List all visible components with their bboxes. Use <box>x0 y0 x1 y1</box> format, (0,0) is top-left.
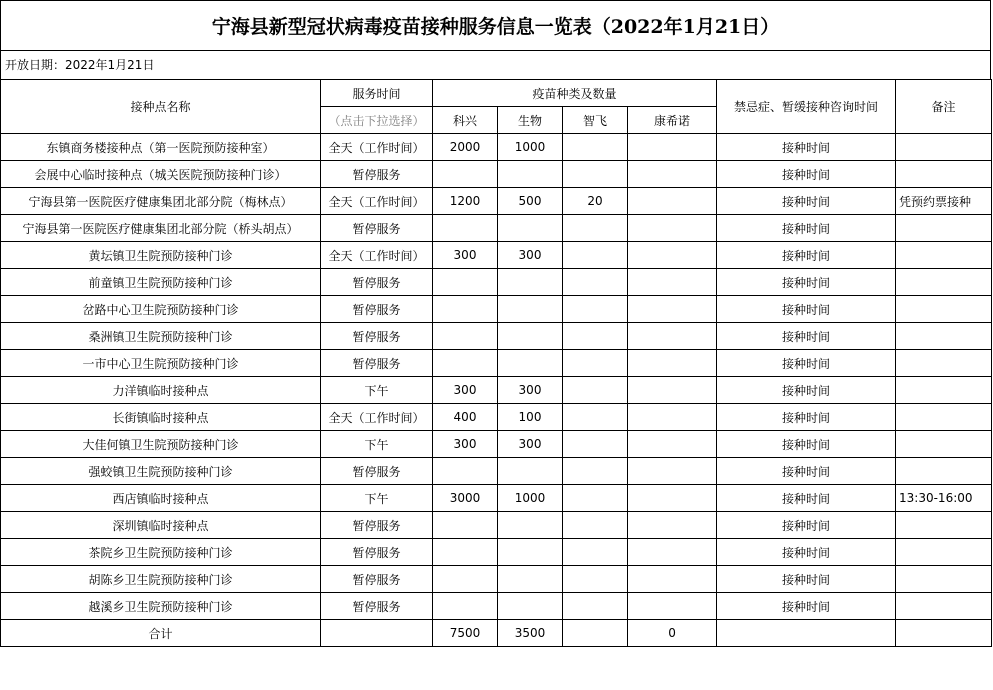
service-time-cell[interactable]: 暂停服务 <box>321 566 433 593</box>
zhifei-cell[interactable] <box>563 350 628 377</box>
zhifei-cell[interactable] <box>563 593 628 620</box>
zhifei-cell[interactable] <box>563 485 628 512</box>
open-date: 开放日期：2022年1月21日 <box>0 51 991 79</box>
total-row <box>1 620 992 647</box>
header-site: 接种点名称 <box>1 80 321 134</box>
consult-cell[interactable]: 接种时间 <box>717 566 896 593</box>
zhifei-cell[interactable] <box>563 269 628 296</box>
consult-cell[interactable]: 接种时间 <box>717 431 896 458</box>
header-service-time: 服务时间 <box>321 80 433 107</box>
consult-cell[interactable]: 接种时间 <box>717 134 896 161</box>
kangxinuo-cell[interactable] <box>628 269 717 296</box>
remark-cell[interactable] <box>896 215 992 242</box>
site-cell[interactable]: 胡陈乡卫生院预防接种门诊 <box>1 566 321 593</box>
table-row <box>1 566 992 593</box>
total-zhifei[interactable] <box>563 620 628 647</box>
service-time-cell[interactable]: 下午 <box>321 431 433 458</box>
kexing-cell[interactable]: 3000 <box>433 485 498 512</box>
site-cell[interactable]: 桑洲镇卫生院预防接种门诊 <box>1 323 321 350</box>
shengwu-cell[interactable] <box>498 593 563 620</box>
remark-cell[interactable]: 凭预约票接种 <box>896 188 992 215</box>
service-time-cell[interactable]: 全天（工作时间） <box>321 404 433 431</box>
remark-cell[interactable] <box>896 431 992 458</box>
service-time-cell[interactable]: 下午 <box>321 485 433 512</box>
header-vaccine-kangxinuo: 康希诺 <box>628 107 717 134</box>
site-cell[interactable]: 强蛟镇卫生院预防接种门诊 <box>1 458 321 485</box>
shengwu-cell[interactable] <box>498 350 563 377</box>
table-row <box>1 242 992 269</box>
site-cell[interactable]: 长街镇临时接种点 <box>1 404 321 431</box>
kangxinuo-cell[interactable] <box>628 485 717 512</box>
consult-cell[interactable]: 接种时间 <box>717 377 896 404</box>
table-row <box>1 188 992 215</box>
shengwu-cell[interactable]: 500 <box>498 188 563 215</box>
shengwu-cell[interactable] <box>498 566 563 593</box>
service-time-cell[interactable]: 暂停服务 <box>321 215 433 242</box>
kangxinuo-cell[interactable] <box>628 242 717 269</box>
kexing-cell[interactable] <box>433 269 498 296</box>
table-row <box>1 593 992 620</box>
table-row <box>1 404 992 431</box>
zhifei-cell[interactable] <box>563 404 628 431</box>
consult-cell[interactable]: 接种时间 <box>717 296 896 323</box>
shengwu-cell[interactable]: 1000 <box>498 485 563 512</box>
zhifei-cell[interactable] <box>563 512 628 539</box>
site-cell[interactable]: 岔路中心卫生院预防接种门诊 <box>1 296 321 323</box>
kexing-cell[interactable] <box>433 539 498 566</box>
remark-cell[interactable] <box>896 323 992 350</box>
table-row <box>1 350 992 377</box>
kexing-cell[interactable]: 400 <box>433 404 498 431</box>
site-cell[interactable]: 前童镇卫生院预防接种门诊 <box>1 269 321 296</box>
total-remark[interactable] <box>896 620 992 647</box>
table-row <box>1 377 992 404</box>
total-shengwu[interactable]: 3500 <box>498 620 563 647</box>
table-row <box>1 296 992 323</box>
site-cell[interactable]: 宁海县第一医院医疗健康集团北部分院（梅林点） <box>1 188 321 215</box>
kexing-cell[interactable] <box>433 161 498 188</box>
kexing-cell[interactable] <box>433 350 498 377</box>
kexing-cell[interactable] <box>433 593 498 620</box>
kangxinuo-cell[interactable] <box>628 134 717 161</box>
vaccination-table <box>0 79 992 647</box>
consult-cell[interactable]: 接种时间 <box>717 242 896 269</box>
service-time-cell[interactable]: 暂停服务 <box>321 269 433 296</box>
kexing-cell[interactable] <box>433 512 498 539</box>
site-cell[interactable]: 东镇商务楼接种点（第一医院预防接种室） <box>1 134 321 161</box>
sheet-title: 宁海县新型冠状病毒疫苗接种服务信息一览表（2022年1月21日） <box>0 0 991 51</box>
kangxinuo-cell[interactable] <box>628 539 717 566</box>
site-cell[interactable]: 茶院乡卫生院预防接种门诊 <box>1 539 321 566</box>
table-row <box>1 485 992 512</box>
zhifei-cell[interactable]: 20 <box>563 188 628 215</box>
service-time-cell[interactable]: 暂停服务 <box>321 458 433 485</box>
service-time-cell[interactable]: 全天（工作时间） <box>321 188 433 215</box>
service-time-cell[interactable]: 全天（工作时间） <box>321 242 433 269</box>
zhifei-cell[interactable] <box>563 566 628 593</box>
shengwu-cell[interactable]: 1000 <box>498 134 563 161</box>
consult-cell[interactable]: 接种时间 <box>717 404 896 431</box>
service-time-cell[interactable]: 暂停服务 <box>321 593 433 620</box>
consult-cell[interactable]: 接种时间 <box>717 512 896 539</box>
shengwu-cell[interactable]: 300 <box>498 242 563 269</box>
header-vaccine-group: 疫苗种类及数量 <box>433 80 717 107</box>
table-row <box>1 161 992 188</box>
kangxinuo-cell[interactable] <box>628 296 717 323</box>
kangxinuo-cell[interactable] <box>628 431 717 458</box>
site-cell[interactable]: 会展中心临时接种点（城关医院预防接种门诊） <box>1 161 321 188</box>
zhifei-cell[interactable] <box>563 215 628 242</box>
consult-cell[interactable]: 接种时间 <box>717 161 896 188</box>
kexing-cell[interactable]: 300 <box>433 242 498 269</box>
zhifei-cell[interactable] <box>563 323 628 350</box>
kexing-cell[interactable] <box>433 323 498 350</box>
kexing-cell[interactable] <box>433 296 498 323</box>
consult-cell[interactable]: 接种时间 <box>717 539 896 566</box>
zhifei-cell[interactable] <box>563 431 628 458</box>
consult-cell[interactable]: 接种时间 <box>717 323 896 350</box>
kexing-cell[interactable] <box>433 566 498 593</box>
shengwu-cell[interactable]: 100 <box>498 404 563 431</box>
header-vaccine-shengwu: 生物 <box>498 107 563 134</box>
kangxinuo-cell[interactable] <box>628 566 717 593</box>
site-cell[interactable]: 一市中心卫生院预防接种门诊 <box>1 350 321 377</box>
shengwu-cell[interactable] <box>498 296 563 323</box>
consult-cell[interactable]: 接种时间 <box>717 215 896 242</box>
remark-cell[interactable] <box>896 539 992 566</box>
shengwu-cell[interactable] <box>498 215 563 242</box>
shengwu-cell[interactable] <box>498 458 563 485</box>
remark-cell[interactable] <box>896 593 992 620</box>
header-vaccine-zhifei: 智飞 <box>563 107 628 134</box>
site-cell[interactable]: 黄坛镇卫生院预防接种门诊 <box>1 242 321 269</box>
table-row <box>1 215 992 242</box>
table-row <box>1 269 992 296</box>
kangxinuo-cell[interactable] <box>628 215 717 242</box>
kangxinuo-cell[interactable] <box>628 512 717 539</box>
consult-cell[interactable]: 接种时间 <box>717 593 896 620</box>
kangxinuo-cell[interactable] <box>628 377 717 404</box>
kangxinuo-cell[interactable] <box>628 323 717 350</box>
consult-cell[interactable]: 接种时间 <box>717 188 896 215</box>
shengwu-cell[interactable] <box>498 161 563 188</box>
shengwu-cell[interactable] <box>498 539 563 566</box>
remark-cell[interactable] <box>896 296 992 323</box>
header-remark: 备注 <box>896 80 992 134</box>
total-kangxinuo[interactable]: 0 <box>628 620 717 647</box>
shengwu-cell[interactable]: 300 <box>498 431 563 458</box>
remark-cell[interactable] <box>896 512 992 539</box>
shengwu-cell[interactable] <box>498 512 563 539</box>
service-time-cell[interactable]: 暂停服务 <box>321 539 433 566</box>
service-time-cell[interactable]: 暂停服务 <box>321 296 433 323</box>
site-cell[interactable]: 深圳镇临时接种点 <box>1 512 321 539</box>
zhifei-cell[interactable] <box>563 539 628 566</box>
kangxinuo-cell[interactable] <box>628 188 717 215</box>
zhifei-cell[interactable] <box>563 458 628 485</box>
header-vaccine-kexing: 科兴 <box>433 107 498 134</box>
remark-cell[interactable] <box>896 566 992 593</box>
site-cell[interactable]: 宁海县第一医院医疗健康集团北部分院（桥头胡点） <box>1 215 321 242</box>
zhifei-cell[interactable] <box>563 377 628 404</box>
kexing-cell[interactable]: 300 <box>433 377 498 404</box>
service-time-cell[interactable]: 全天（工作时间） <box>321 134 433 161</box>
kexing-cell[interactable]: 2000 <box>433 134 498 161</box>
service-time-cell[interactable]: 暂停服务 <box>321 512 433 539</box>
zhifei-cell[interactable] <box>563 242 628 269</box>
site-cell[interactable]: 西店镇临时接种点 <box>1 485 321 512</box>
total-time[interactable] <box>321 620 433 647</box>
zhifei-cell[interactable] <box>563 134 628 161</box>
kangxinuo-cell[interactable] <box>628 161 717 188</box>
zhifei-cell[interactable] <box>563 296 628 323</box>
remark-cell[interactable] <box>896 134 992 161</box>
kexing-cell[interactable]: 300 <box>433 431 498 458</box>
table-row <box>1 458 992 485</box>
remark-cell[interactable]: 13:30-16:00 <box>896 485 992 512</box>
shengwu-cell[interactable] <box>498 323 563 350</box>
total-consult[interactable] <box>717 620 896 647</box>
kangxinuo-cell[interactable] <box>628 458 717 485</box>
table-row <box>1 323 992 350</box>
header-consult: 禁忌症、暂缓接种咨询时间 <box>717 80 896 134</box>
shengwu-cell[interactable]: 300 <box>498 377 563 404</box>
table-row <box>1 134 992 161</box>
remark-cell[interactable] <box>896 377 992 404</box>
remark-cell[interactable] <box>896 242 992 269</box>
site-cell[interactable]: 力洋镇临时接种点 <box>1 377 321 404</box>
remark-cell[interactable] <box>896 269 992 296</box>
consult-cell[interactable]: 接种时间 <box>717 269 896 296</box>
total-label[interactable]: 合计 <box>1 620 321 647</box>
consult-cell[interactable]: 接种时间 <box>717 458 896 485</box>
site-cell[interactable]: 越溪乡卫生院预防接种门诊 <box>1 593 321 620</box>
header-row-1 <box>1 80 992 107</box>
service-time-cell[interactable]: 下午 <box>321 377 433 404</box>
table-row <box>1 539 992 566</box>
kexing-cell[interactable]: 1200 <box>433 188 498 215</box>
consult-cell[interactable]: 接种时间 <box>717 350 896 377</box>
service-time-cell[interactable]: 暂停服务 <box>321 323 433 350</box>
kangxinuo-cell[interactable] <box>628 350 717 377</box>
service-time-cell[interactable]: 暂停服务 <box>321 161 433 188</box>
site-cell[interactable]: 大佳何镇卫生院预防接种门诊 <box>1 431 321 458</box>
remark-cell[interactable] <box>896 458 992 485</box>
remark-cell[interactable] <box>896 350 992 377</box>
kangxinuo-cell[interactable] <box>628 404 717 431</box>
remark-cell[interactable] <box>896 161 992 188</box>
header-service-hint: （点击下拉选择） <box>321 107 433 134</box>
zhifei-cell[interactable] <box>563 161 628 188</box>
consult-cell[interactable]: 接种时间 <box>717 485 896 512</box>
remark-cell[interactable] <box>896 404 992 431</box>
kangxinuo-cell[interactable] <box>628 593 717 620</box>
shengwu-cell[interactable] <box>498 269 563 296</box>
table-row <box>1 431 992 458</box>
service-time-cell[interactable]: 暂停服务 <box>321 350 433 377</box>
total-kexing[interactable]: 7500 <box>433 620 498 647</box>
table-row <box>1 512 992 539</box>
kexing-cell[interactable] <box>433 215 498 242</box>
kexing-cell[interactable] <box>433 458 498 485</box>
